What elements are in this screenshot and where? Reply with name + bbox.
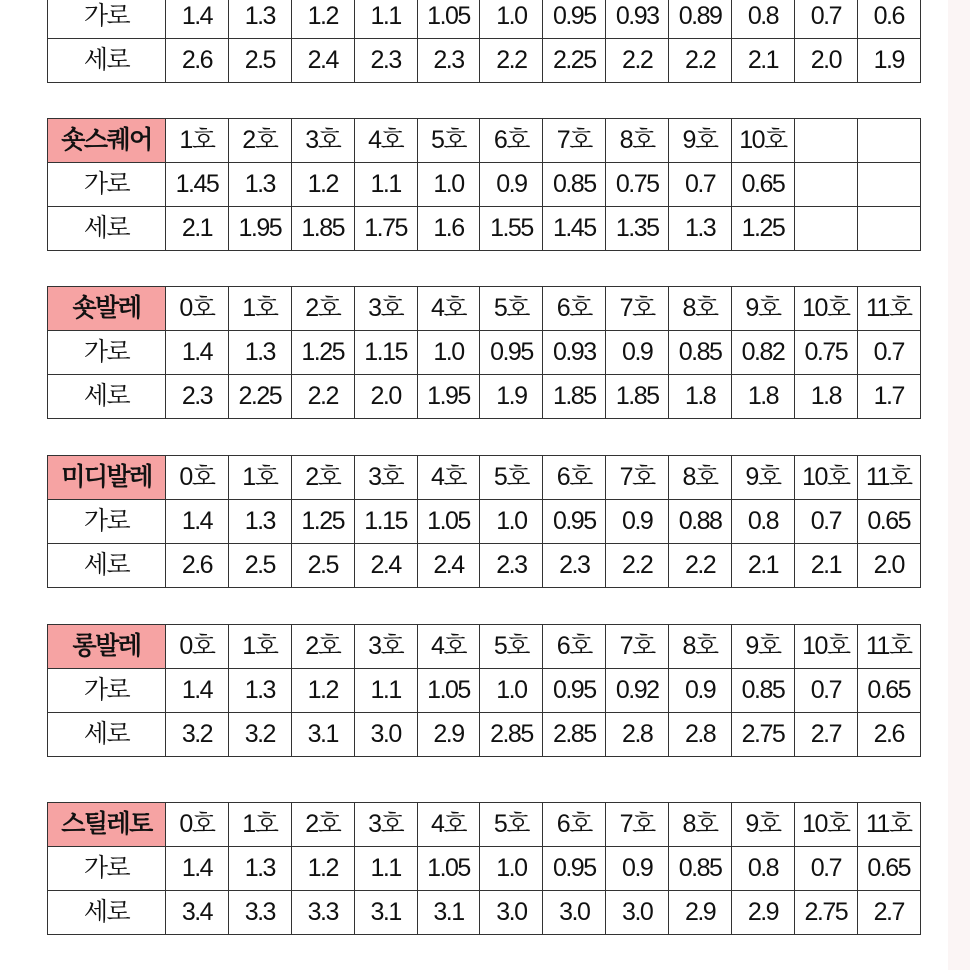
- value-cell: 2.1: [732, 39, 795, 83]
- value-cell: 3.3: [291, 891, 354, 935]
- model-name: 미디발레: [48, 456, 166, 500]
- model-name: 스틸레토: [48, 803, 166, 847]
- size-table: [47, 802, 921, 935]
- value-cell: 1.2: [291, 669, 354, 713]
- value-cell: 1.8: [794, 375, 857, 419]
- value-cell: 0.95: [480, 331, 543, 375]
- size-number-cell: [857, 119, 920, 163]
- size-number-cell: 5호: [480, 456, 543, 500]
- size-number-cell: 2호: [228, 119, 291, 163]
- size-number-cell: 0호: [166, 803, 229, 847]
- value-cell: 1.75: [354, 207, 417, 251]
- value-cell: 3.2: [166, 713, 229, 757]
- table-header-row: [48, 119, 921, 163]
- size-number-cell: 6호: [543, 287, 606, 331]
- size-table: [47, 624, 921, 757]
- value-cell: 3.2: [228, 713, 291, 757]
- size-number-cell: 6호: [480, 119, 543, 163]
- value-cell: 0.93: [543, 331, 606, 375]
- size-number-cell: 4호: [417, 456, 480, 500]
- size-number-cell: 7호: [606, 803, 669, 847]
- value-cell: 1.55: [480, 207, 543, 251]
- size-number-cell: 1호: [228, 287, 291, 331]
- row-label: 세로: [48, 713, 166, 757]
- value-cell: 1.3: [228, 331, 291, 375]
- value-cell: 1.95: [228, 207, 291, 251]
- size-number-cell: 6호: [543, 803, 606, 847]
- value-cell: 1.8: [732, 375, 795, 419]
- value-cell: 0.8: [732, 500, 795, 544]
- value-cell: 2.9: [669, 891, 732, 935]
- value-cell: 3.0: [606, 891, 669, 935]
- value-cell: 0.9: [606, 847, 669, 891]
- value-cell: 0.95: [543, 0, 606, 39]
- size-number-cell: 10호: [794, 287, 857, 331]
- value-cell: 1.0: [480, 500, 543, 544]
- model-name: 롱발레: [48, 625, 166, 669]
- value-cell: 1.95: [417, 375, 480, 419]
- value-cell: [857, 163, 920, 207]
- value-cell: 1.3: [228, 163, 291, 207]
- size-number-cell: 9호: [732, 803, 795, 847]
- size-number-cell: [794, 119, 857, 163]
- value-cell: 0.7: [857, 331, 920, 375]
- value-cell: 3.0: [354, 713, 417, 757]
- value-cell: 1.3: [228, 0, 291, 39]
- value-cell: 0.8: [732, 0, 795, 39]
- value-cell: 2.0: [354, 375, 417, 419]
- value-cell: 1.45: [543, 207, 606, 251]
- value-cell: 1.0: [417, 331, 480, 375]
- size-table: [47, 286, 921, 419]
- value-cell: [794, 163, 857, 207]
- value-cell: 0.6: [857, 0, 920, 39]
- table-header-row: [48, 803, 921, 847]
- value-cell: 2.1: [732, 544, 795, 588]
- value-cell: 2.3: [417, 39, 480, 83]
- value-cell: 0.89: [669, 0, 732, 39]
- row-label: 세로: [48, 207, 166, 251]
- size-number-cell: 11호: [857, 287, 920, 331]
- value-cell: 1.05: [417, 669, 480, 713]
- value-cell: 0.75: [606, 163, 669, 207]
- size-number-cell: 2호: [291, 803, 354, 847]
- value-cell: 2.9: [732, 891, 795, 935]
- size-number-cell: 1호: [166, 119, 229, 163]
- size-number-cell: 3호: [291, 119, 354, 163]
- value-cell: 0.7: [794, 0, 857, 39]
- value-cell: 0.88: [669, 500, 732, 544]
- table-header-row: [48, 625, 921, 669]
- size-number-cell: 10호: [794, 625, 857, 669]
- size-number-cell: 10호: [732, 119, 795, 163]
- table-row: [48, 375, 921, 419]
- value-cell: 1.05: [417, 847, 480, 891]
- model-name: 숏발레: [48, 287, 166, 331]
- value-cell: 2.4: [417, 544, 480, 588]
- value-cell: 1.2: [291, 847, 354, 891]
- value-cell: 1.2: [291, 0, 354, 39]
- value-cell: 3.0: [480, 891, 543, 935]
- size-number-cell: 9호: [669, 119, 732, 163]
- value-cell: 1.0: [480, 669, 543, 713]
- size-number-cell: 5호: [417, 119, 480, 163]
- size-table: [47, 455, 921, 588]
- value-cell: 0.82: [732, 331, 795, 375]
- value-cell: 2.2: [606, 544, 669, 588]
- value-cell: 1.1: [354, 669, 417, 713]
- value-cell: 2.25: [228, 375, 291, 419]
- size-table: [47, 118, 921, 251]
- value-cell: 2.0: [857, 544, 920, 588]
- size-number-cell: 8호: [669, 287, 732, 331]
- row-label: 세로: [48, 39, 166, 83]
- size-number-cell: 9호: [732, 287, 795, 331]
- value-cell: 1.3: [228, 669, 291, 713]
- value-cell: 1.25: [732, 207, 795, 251]
- size-number-cell: 4호: [417, 803, 480, 847]
- value-cell: 2.1: [794, 544, 857, 588]
- value-cell: 1.05: [417, 500, 480, 544]
- value-cell: 1.4: [166, 331, 229, 375]
- value-cell: 3.3: [228, 891, 291, 935]
- value-cell: 2.5: [228, 39, 291, 83]
- table-row: [48, 669, 921, 713]
- value-cell: 3.1: [417, 891, 480, 935]
- value-cell: 1.1: [354, 847, 417, 891]
- value-cell: 0.7: [794, 669, 857, 713]
- value-cell: 1.1: [354, 0, 417, 39]
- value-cell: 3.4: [166, 891, 229, 935]
- value-cell: 0.75: [794, 331, 857, 375]
- value-cell: 1.4: [166, 0, 229, 39]
- size-number-cell: 8호: [669, 456, 732, 500]
- value-cell: 3.1: [291, 713, 354, 757]
- value-cell: 1.9: [480, 375, 543, 419]
- size-number-cell: 5호: [480, 625, 543, 669]
- value-cell: 0.65: [857, 847, 920, 891]
- value-cell: 1.3: [669, 207, 732, 251]
- value-cell: 1.3: [228, 847, 291, 891]
- value-cell: 2.0: [794, 39, 857, 83]
- value-cell: 1.85: [606, 375, 669, 419]
- size-number-cell: 0호: [166, 625, 229, 669]
- value-cell: 1.1: [354, 163, 417, 207]
- size-number-cell: 4호: [354, 119, 417, 163]
- value-cell: 2.7: [794, 713, 857, 757]
- size-number-cell: 0호: [166, 287, 229, 331]
- size-number-cell: 5호: [480, 287, 543, 331]
- value-cell: 0.95: [543, 847, 606, 891]
- table-row: [48, 39, 921, 83]
- value-cell: 2.3: [543, 544, 606, 588]
- value-cell: 2.3: [166, 375, 229, 419]
- row-label: 가로: [48, 847, 166, 891]
- value-cell: 1.0: [480, 0, 543, 39]
- value-cell: 0.65: [732, 163, 795, 207]
- value-cell: 2.1: [166, 207, 229, 251]
- table-header-row: [48, 456, 921, 500]
- value-cell: 2.3: [480, 544, 543, 588]
- size-number-cell: 8호: [606, 119, 669, 163]
- value-cell: 2.2: [480, 39, 543, 83]
- row-label: 세로: [48, 891, 166, 935]
- value-cell: 1.8: [669, 375, 732, 419]
- size-number-cell: 9호: [732, 625, 795, 669]
- table-row: [48, 891, 921, 935]
- value-cell: 3.0: [543, 891, 606, 935]
- value-cell: 0.93: [606, 0, 669, 39]
- value-cell: [857, 207, 920, 251]
- value-cell: 1.15: [354, 500, 417, 544]
- value-cell: 2.5: [291, 544, 354, 588]
- size-number-cell: 3호: [354, 287, 417, 331]
- value-cell: 1.4: [166, 847, 229, 891]
- size-number-cell: 5호: [480, 803, 543, 847]
- row-label: 가로: [48, 331, 166, 375]
- row-label: 가로: [48, 0, 166, 39]
- row-label: 가로: [48, 500, 166, 544]
- value-cell: 2.2: [669, 544, 732, 588]
- size-number-cell: 2호: [291, 456, 354, 500]
- value-cell: 2.75: [794, 891, 857, 935]
- value-cell: 2.6: [166, 39, 229, 83]
- value-cell: [794, 207, 857, 251]
- table-row: [48, 713, 921, 757]
- value-cell: 2.75: [732, 713, 795, 757]
- value-cell: 0.9: [606, 331, 669, 375]
- size-number-cell: 3호: [354, 625, 417, 669]
- size-number-cell: 7호: [606, 625, 669, 669]
- table-row: [48, 544, 921, 588]
- value-cell: 1.9: [857, 39, 920, 83]
- value-cell: 0.85: [669, 331, 732, 375]
- size-number-cell: 6호: [543, 625, 606, 669]
- size-number-cell: 9호: [732, 456, 795, 500]
- value-cell: 1.25: [291, 331, 354, 375]
- value-cell: 1.6: [417, 207, 480, 251]
- value-cell: 1.85: [543, 375, 606, 419]
- table-row: [48, 500, 921, 544]
- value-cell: 0.95: [543, 500, 606, 544]
- value-cell: 1.0: [417, 163, 480, 207]
- size-number-cell: 11호: [857, 456, 920, 500]
- value-cell: 0.85: [669, 847, 732, 891]
- size-number-cell: 3호: [354, 803, 417, 847]
- row-label: 세로: [48, 375, 166, 419]
- table-row: [48, 0, 921, 39]
- value-cell: 0.7: [794, 847, 857, 891]
- size-number-cell: 1호: [228, 456, 291, 500]
- value-cell: 2.2: [291, 375, 354, 419]
- value-cell: 2.2: [669, 39, 732, 83]
- size-number-cell: 7호: [543, 119, 606, 163]
- value-cell: 2.25: [543, 39, 606, 83]
- table-row: [48, 163, 921, 207]
- value-cell: 0.85: [543, 163, 606, 207]
- size-number-cell: 4호: [417, 287, 480, 331]
- value-cell: 1.0: [480, 847, 543, 891]
- row-label: 세로: [48, 544, 166, 588]
- value-cell: 1.7: [857, 375, 920, 419]
- size-number-cell: 10호: [794, 456, 857, 500]
- value-cell: 0.65: [857, 500, 920, 544]
- value-cell: 2.7: [857, 891, 920, 935]
- value-cell: 2.3: [354, 39, 417, 83]
- value-cell: 0.9: [480, 163, 543, 207]
- value-cell: 2.6: [857, 713, 920, 757]
- value-cell: 1.05: [417, 0, 480, 39]
- value-cell: 0.92: [606, 669, 669, 713]
- table-header-row: [48, 287, 921, 331]
- value-cell: 1.2: [291, 163, 354, 207]
- value-cell: 1.15: [354, 331, 417, 375]
- size-number-cell: 6호: [543, 456, 606, 500]
- value-cell: 1.4: [166, 500, 229, 544]
- value-cell: 0.95: [543, 669, 606, 713]
- value-cell: 2.9: [417, 713, 480, 757]
- value-cell: 1.35: [606, 207, 669, 251]
- value-cell: 2.85: [480, 713, 543, 757]
- value-cell: 0.7: [794, 500, 857, 544]
- size-number-cell: 4호: [417, 625, 480, 669]
- table-row: [48, 847, 921, 891]
- size-number-cell: 7호: [606, 456, 669, 500]
- model-name: 숏스퀘어: [48, 119, 166, 163]
- value-cell: 0.9: [606, 500, 669, 544]
- value-cell: 2.6: [166, 544, 229, 588]
- size-number-cell: 10호: [794, 803, 857, 847]
- value-cell: 2.85: [543, 713, 606, 757]
- value-cell: 0.85: [732, 669, 795, 713]
- size-number-cell: 1호: [228, 803, 291, 847]
- value-cell: 1.45: [166, 163, 229, 207]
- value-cell: 1.25: [291, 500, 354, 544]
- size-number-cell: 8호: [669, 625, 732, 669]
- value-cell: 2.4: [291, 39, 354, 83]
- size-number-cell: 3호: [354, 456, 417, 500]
- value-cell: 1.3: [228, 500, 291, 544]
- size-number-cell: 2호: [291, 625, 354, 669]
- size-number-cell: 2호: [291, 287, 354, 331]
- value-cell: 0.7: [669, 163, 732, 207]
- table-row: [48, 331, 921, 375]
- size-number-cell: 0호: [166, 456, 229, 500]
- row-label: 가로: [48, 669, 166, 713]
- value-cell: 1.4: [166, 669, 229, 713]
- size-number-cell: 11호: [857, 625, 920, 669]
- table-row: [48, 207, 921, 251]
- value-cell: 3.1: [354, 891, 417, 935]
- value-cell: 0.9: [669, 669, 732, 713]
- value-cell: 2.8: [606, 713, 669, 757]
- value-cell: 2.2: [606, 39, 669, 83]
- value-cell: 1.85: [291, 207, 354, 251]
- size-number-cell: 8호: [669, 803, 732, 847]
- value-cell: 2.4: [354, 544, 417, 588]
- size-number-cell: 11호: [857, 803, 920, 847]
- row-label: 가로: [48, 163, 166, 207]
- value-cell: 2.8: [669, 713, 732, 757]
- size-number-cell: 7호: [606, 287, 669, 331]
- value-cell: 0.65: [857, 669, 920, 713]
- size-table: [47, 0, 921, 83]
- size-number-cell: 1호: [228, 625, 291, 669]
- value-cell: 2.5: [228, 544, 291, 588]
- value-cell: 0.8: [732, 847, 795, 891]
